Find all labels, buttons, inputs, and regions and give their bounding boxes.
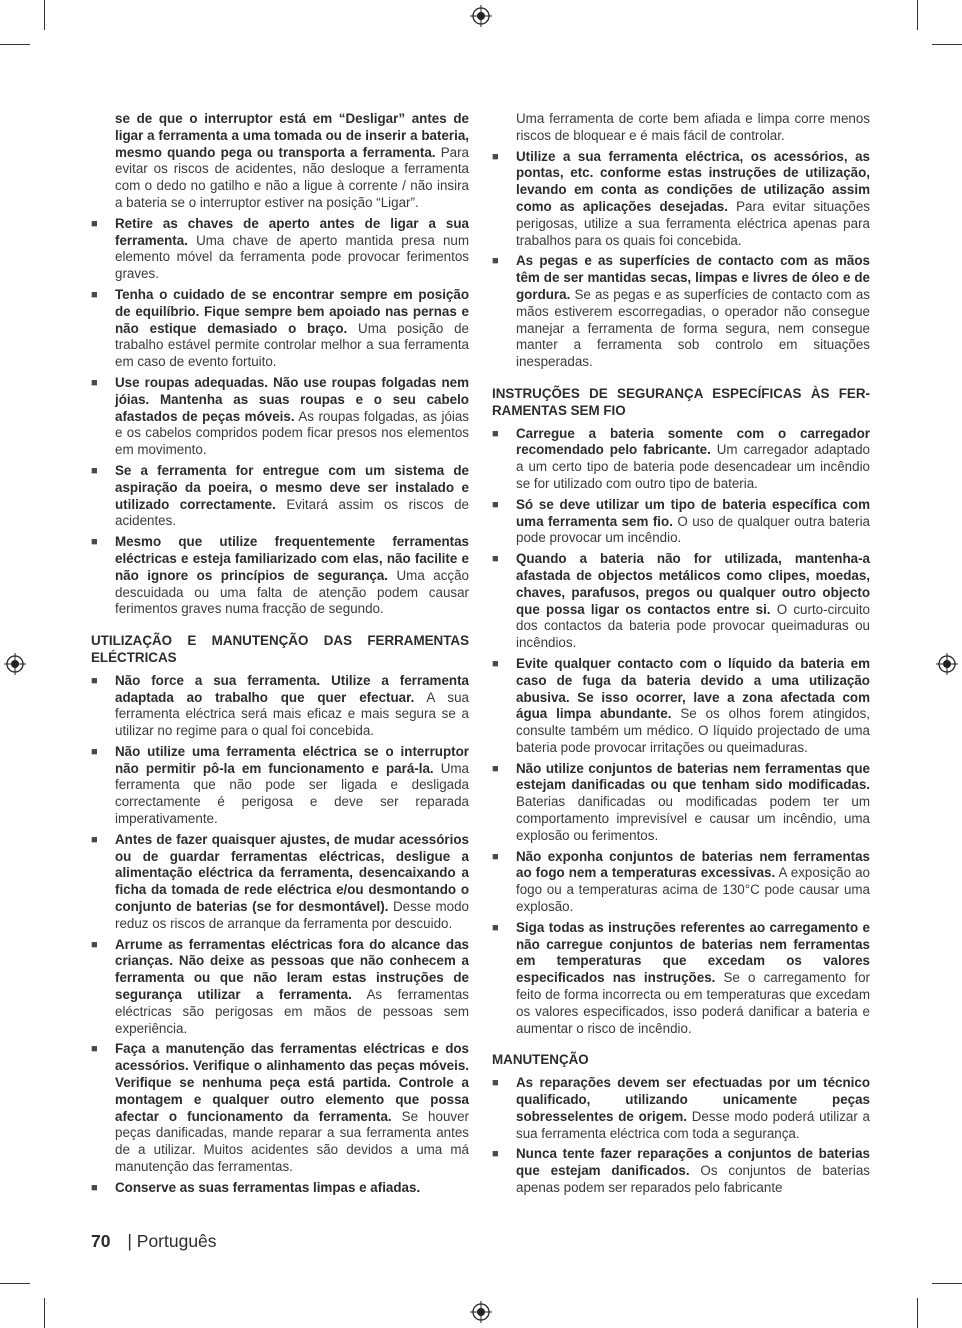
list-item [91,673,469,740]
list-item [91,937,469,1038]
list-item [492,551,870,652]
item-text: A sua ferramenta eléctrica será mais eficaz e mais segura se a utilizar no regime para o qual foi concebida. [115,689,469,739]
crop-mark [917,1298,918,1328]
item-text: Os conjuntos de baterias apenas podem ser reparados pelo fabricante [516,1163,870,1196]
item-text: Se houver peças danificadas, mande reparar a sua ferramenta antes de a utilizar. Muitos acidentes são devidos a uma má manutenção das ferramentas. [115,1108,469,1175]
bullet-list [91,216,469,618]
item-text: Uma chave de aperto mantida presa num elemento móvel da ferramenta pode provocar ferimentos graves. [115,232,469,282]
continued-paragraph: Uma ferramenta de corte bem afiada e limpa corre menos riscos de bloquear e é mais fácil de controlar. [516,111,870,143]
list-item [492,656,870,757]
bullet-square-icon: ■ [492,850,499,863]
item-text: Se os olhos forem atingidos, consulte também um médico. O líquido projectado de uma bateria pode provocar irritações ou queimaduras. [516,706,870,755]
bullet-square-icon: ■ [91,745,98,758]
section-heading: MANUTENÇÃO [492,1052,589,1068]
item-emphasis: Nunca tente fazer reparações a conjuntos de baterias que estejam danificados. [516,1146,870,1179]
bullet-square-icon: ■ [492,427,499,440]
item-text: Se o carregamento for feito de forma incorrecta ou em temperaturas que excedam os valores especificados, isso poderá danificar a bateria e aumentar o risco de incêndio. [516,970,870,1036]
list-item [492,1146,870,1196]
registration-mark-icon [470,5,492,27]
item-emphasis: Siga todas as instruções referentes ao carregamento e não carregue conjuntos de baterias nem ferramentas em temperaturas que excedam os valores especificados nas instruções. [516,919,870,986]
bullet-square-icon: ■ [91,1043,98,1056]
item-emphasis: Não utilize uma ferramenta eléctrica se o interruptor não permitir pô-la em funcionamento e pará-la. [115,743,469,776]
item-emphasis: Não exponha conjuntos de baterias nem ferramentas ao fogo nem a temperaturas excessivas. [516,848,870,881]
item-emphasis: Tenha o cuidado de se encontrar sempre em posição de equilíbrio. Fique sempre bem apoiado nas pernas e não estique demasiado o braço. [115,286,469,336]
crop-mark [0,44,30,45]
bullet-square-icon: ■ [492,1077,499,1090]
list-item [91,1180,469,1197]
item-text: O curto-circuito dos contactos da bateria pode provocar queimaduras ou incêndios. [516,601,870,651]
item-emphasis: Se a ferramenta for entregue com um sistema de aspiração da poeira, o mesmo deve ser instalado e utilizado correctamente. [115,462,469,512]
list-item [492,849,870,916]
bullet-square-icon: ■ [492,498,499,511]
bullet-square-icon: ■ [492,762,499,775]
list-item [492,497,870,547]
item-text: Desse modo reduz os riscos de arranque da ferramenta por descuido. [115,899,469,931]
item-text: Se as pegas e as superfícies de contacto com as mãos estiverem escorregadias, o operador não consegue manejar a ferramenta de forma segura, nem consegue manter a ferramenta sob controlo em situações inesperadas. [516,286,870,370]
item-emphasis: As reparações devem ser efectuadas por um técnico qualificado, utilizando unicamente peças sobresselentes de origem. [516,1075,870,1124]
item-emphasis: Arrume as ferramentas eléctricas fora do alcance das crianças. Não deixe as pessoas que não conhecem a ferramenta ou que não leram estas instruções de segurança utilizar a ferramenta. [115,936,469,1003]
bullet-list [492,426,870,1038]
crop-mark [917,0,918,30]
list-item [91,216,469,283]
bullet-square-icon: ■ [91,938,98,951]
right-column [492,111,870,1201]
item-emphasis: Conserve as suas ferramentas limpas e afiadas. [115,1179,421,1195]
section-heading: UTILIZAÇÃO E MANUTENÇÃO DAS FERRAMENTAS ELÉCTRICAS [91,633,469,665]
crop-mark [44,0,45,30]
bullet-list [492,1075,870,1197]
section-heading: INSTRUÇÕES DE SEGURANÇA ESPECÍFICAS ÀS FER-RAMENTAS SEM FIO [492,385,870,418]
item-text: Evitará assim os riscos de acidentes. [115,496,469,529]
list-item [91,287,469,371]
list-item [91,1041,469,1175]
bullet-square-icon: ■ [91,1181,98,1194]
bullet-square-icon: ■ [91,376,98,389]
item-text: O uso de qualquer outra bateria pode provocar um incêndio. [516,513,870,546]
item-text: Para evitar situações perigosas, utilize a sua ferramenta eléctrica apenas para trabalhos para os quais foi concebida. [516,198,870,248]
item-emphasis: Carregue a bateria somente com o carregador recomendado pelo fabricante. [516,425,870,458]
crop-mark [932,1283,962,1284]
bullet-square-icon: ■ [91,288,98,301]
list-item [91,744,469,828]
footer-separator: | [127,1231,132,1251]
bullet-square-icon: ■ [492,255,499,268]
bullet-square-icon: ■ [492,921,499,934]
crop-mark [0,1283,30,1284]
bullet-square-icon: ■ [91,464,98,477]
item-emphasis: Faça a manutenção das ferramentas eléctricas e dos acessórios. Verifique o alinhamento das peças móveis. Verifique se nenhuma peça está partida. Controle a montagem e qualquer outro elemento que possa afectar o funcionamento da ferramenta. [115,1041,469,1124]
item-text: As roupas folgadas, as jóias e os cabelos compridos podem ficar presos nos elementos em movimento. [115,408,470,458]
item-text: Uma posição de trabalho estável permite controlar melhor a sua ferramenta em caso de evento fortuito. [115,320,469,370]
item-emphasis: Não force a sua ferramenta. Utilize a ferramenta adaptada ao trabalho que quer efectuar. [115,672,469,705]
item-text: Desse modo poderá utilizar a sua ferramenta eléctrica com toda a segurança. [516,1108,870,1141]
crop-mark [44,1298,45,1328]
item-emphasis: Use roupas adequadas. Não use roupas folgadas nem jóias. Mantenha as suas roupas e o seu cabelo afastados de peças móveis. [115,374,469,424]
list-item [91,375,469,459]
bullet-square-icon: ■ [91,674,98,687]
list-item [91,463,469,530]
bullet-square-icon: ■ [492,150,499,163]
bullet-square-icon: ■ [91,217,98,230]
registration-mark-icon [4,653,26,675]
bullet-list [91,673,469,1197]
registration-mark-icon [470,1301,492,1323]
bullet-list [492,149,870,371]
item-emphasis: Quando a bateria não for utilizada, mantenha-a afastada de objectos metálicos como clipes, moedas, chaves, parafusos, pregos ou qualquer outro objecto que possa ligar os contactos entre si. [516,551,870,617]
bullet-square-icon: ■ [492,553,499,566]
list-item [492,253,870,371]
item-text: Uma acção descuidada ou uma falta de atenção podem causar ferimentos graves numa fracção de segundo. [115,567,469,617]
item-text: Um carregador adaptado a um certo tipo de bateria pode desencadear um incêndio se for utilizado com outro tipo de bateria. [516,442,870,491]
item-text: As ferramentas eléctricas são perigosas em mãos de pessoas sem experiência. [115,987,469,1036]
list-item [91,832,469,933]
left-column [91,111,469,1201]
bullet-square-icon: ■ [91,833,98,846]
item-text: A exposição ao fogo ou a temperaturas acima de 130°C pode causar uma explosão. [516,865,870,915]
registration-mark-icon [936,653,958,675]
list-item [492,761,870,845]
crop-mark [932,44,962,45]
item-emphasis: Não utilize conjuntos de baterias nem ferramentas que estejam danificadas ou que tenham sido modificadas. [516,760,870,793]
continued-paragraph: se de que o interruptor está em “Desligar” antes de ligar a ferramenta a uma tomada ou de inserir a bateria, mesmo quando pega ou transporta a ferramenta. Para evitar os riscos de acidentes, não desloque a ferramenta com o dedo no gatilho e não a ligue à corrente / não insira a bateria se o interruptor estiver na posição “Ligar”. [115,111,469,210]
bullet-square-icon: ■ [91,536,98,549]
item-emphasis: Evite qualquer contacto com o líquido da bateria em caso de fuga da bateria devido a uma utilização abusiva. Se isso ocorrer, lave a zona afectada com água limpa abundante. [516,655,870,722]
bullet-square-icon: ■ [492,1148,499,1161]
list-item [91,534,469,618]
page-footer [91,1231,217,1252]
item-emphasis: As pegas e as superfícies de contacto com as mãos têm de ser mantidas secas, limpas e livres de óleo e de gordura. [516,253,870,302]
list-item [492,920,870,1038]
item-emphasis: Só se deve utilizar um tipo de bateria específica com uma ferramenta sem fio. [516,496,870,529]
item-text: Baterias danificadas ou modificadas podem ter um comportamento imprevisível e causar um incêndio, uma explosão ou ferimentos. [516,794,870,843]
page-number: 70 [91,1231,111,1251]
item-emphasis: Retire as chaves de aperto antes de ligar a sua ferramenta. [115,215,469,248]
item-emphasis: Utilize a sua ferramenta eléctrica, os acessórios, as pontas, etc. conforme estas instruções de utilização, levando em conta as condições de utilização assim como as aplicações desejadas. [516,148,870,214]
footer-language: Português [136,1231,217,1251]
bullet-square-icon: ■ [492,657,499,670]
item-text: Uma ferramenta que não pode ser ligada e desligada correctamente é perigosa e deve ser reparada imperativamente. [115,760,469,827]
item-emphasis: Antes de fazer quaisquer ajustes, de mudar acessórios ou de guardar ferramentas eléctricas, desligue a alimentação eléctrica da ferramenta, desencaixando a ficha da tomada de rede eléctrica e/ou desmontando o conjunto de baterias (se for desmontável). [115,831,469,915]
list-item [492,1075,870,1142]
item-emphasis: Mesmo que utilize frequentemente ferramentas eléctricas e esteja familiarizado com elas, não facilite e não ignore os princípios de segurança. [115,534,469,583]
list-item [492,426,870,493]
list-item [492,149,870,250]
